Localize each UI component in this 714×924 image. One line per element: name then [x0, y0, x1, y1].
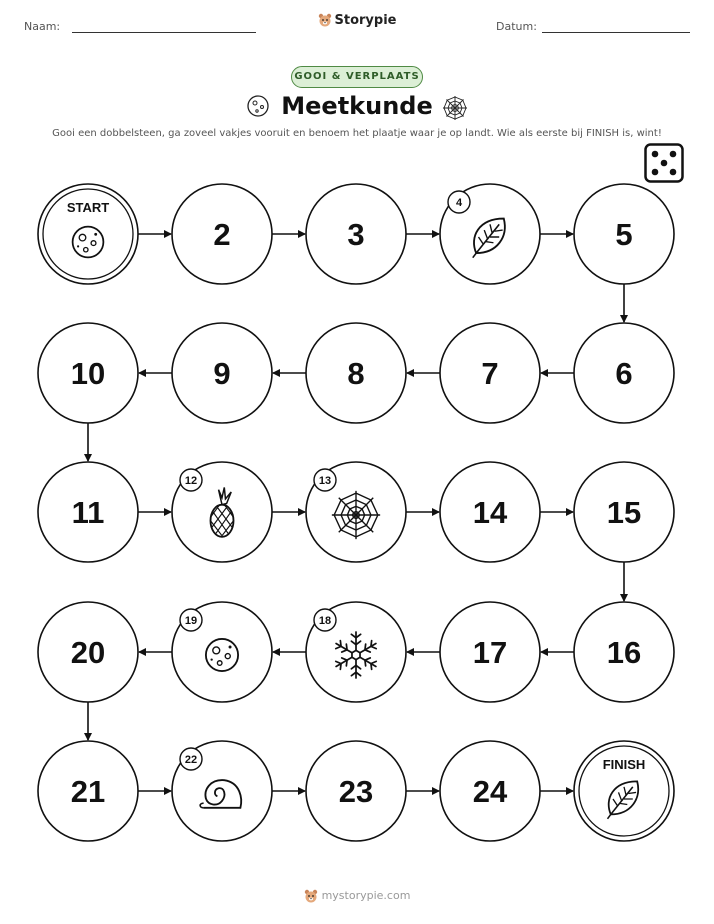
space-23 — [306, 741, 406, 841]
space-number: 24 — [472, 774, 508, 809]
board-spaces — [38, 184, 674, 841]
space-number: 7 — [481, 356, 499, 391]
space-number: 3 — [347, 217, 365, 252]
space-number: 8 — [347, 356, 365, 391]
space-number: 19 — [184, 615, 198, 627]
space-21 — [38, 741, 138, 841]
space-16 — [574, 602, 674, 702]
page-title: Meetkunde — [281, 92, 433, 120]
space-13 — [306, 462, 406, 562]
space-number: 14 — [472, 495, 508, 530]
space-number: 20 — [70, 635, 106, 670]
space-number: 10 — [70, 356, 106, 391]
space-12 — [172, 462, 272, 562]
space-number: 12 — [184, 475, 198, 487]
moon-icon — [73, 227, 104, 258]
space-number: 23 — [338, 774, 374, 809]
space-18 — [306, 602, 406, 702]
space-14 — [440, 462, 540, 562]
footer-site: mystorypie.com — [321, 889, 411, 902]
space-number: 2 — [213, 217, 231, 252]
space-number: 9 — [213, 356, 231, 391]
space-20 — [38, 602, 138, 702]
space-number: 16 — [606, 635, 642, 670]
finish-label: FINISH — [602, 757, 646, 772]
space-11 — [38, 462, 138, 562]
space-number: 21 — [70, 774, 106, 809]
brand-name: Storypie — [334, 13, 397, 28]
space-4 — [440, 184, 540, 284]
name-label: Naam: — [24, 20, 61, 33]
moon-icon — [206, 639, 238, 671]
space-number: 6 — [615, 356, 633, 391]
space-6 — [574, 323, 674, 423]
space-number: 15 — [606, 495, 642, 530]
bear-logo-icon — [304, 889, 318, 906]
space-17 — [440, 602, 540, 702]
space-number: 11 — [71, 495, 105, 530]
start-label: START — [66, 200, 110, 215]
spiderweb-icon — [332, 491, 380, 539]
space-24 — [440, 741, 540, 841]
space-number: 13 — [318, 475, 332, 487]
space-19 — [172, 602, 272, 702]
footer — [0, 889, 714, 906]
space-9 — [172, 323, 272, 423]
space-number: 17 — [472, 635, 508, 670]
space-number: 5 — [615, 217, 633, 252]
space-7 — [440, 323, 540, 423]
space-number: 18 — [318, 615, 332, 627]
space-5 — [574, 184, 674, 284]
space-8 — [306, 323, 406, 423]
date-label: Datum: — [496, 20, 537, 33]
instructions: Gooi een dobbelsteen, ga zoveel vakjes vooruit en benoem het plaatje waar je op landt. Wie als eerste bij FINISH is, wint! — [52, 128, 662, 139]
space-number: 4 — [455, 197, 463, 209]
space-2 — [172, 184, 272, 284]
space-3 — [306, 184, 406, 284]
space-15 — [574, 462, 674, 562]
space-1 — [38, 184, 138, 284]
space-22 — [172, 741, 272, 841]
space-10 — [38, 323, 138, 423]
space-25 — [574, 741, 674, 841]
game-type-badge: GOOI & VERPLAATS — [291, 66, 423, 88]
space-number: 22 — [184, 754, 198, 766]
